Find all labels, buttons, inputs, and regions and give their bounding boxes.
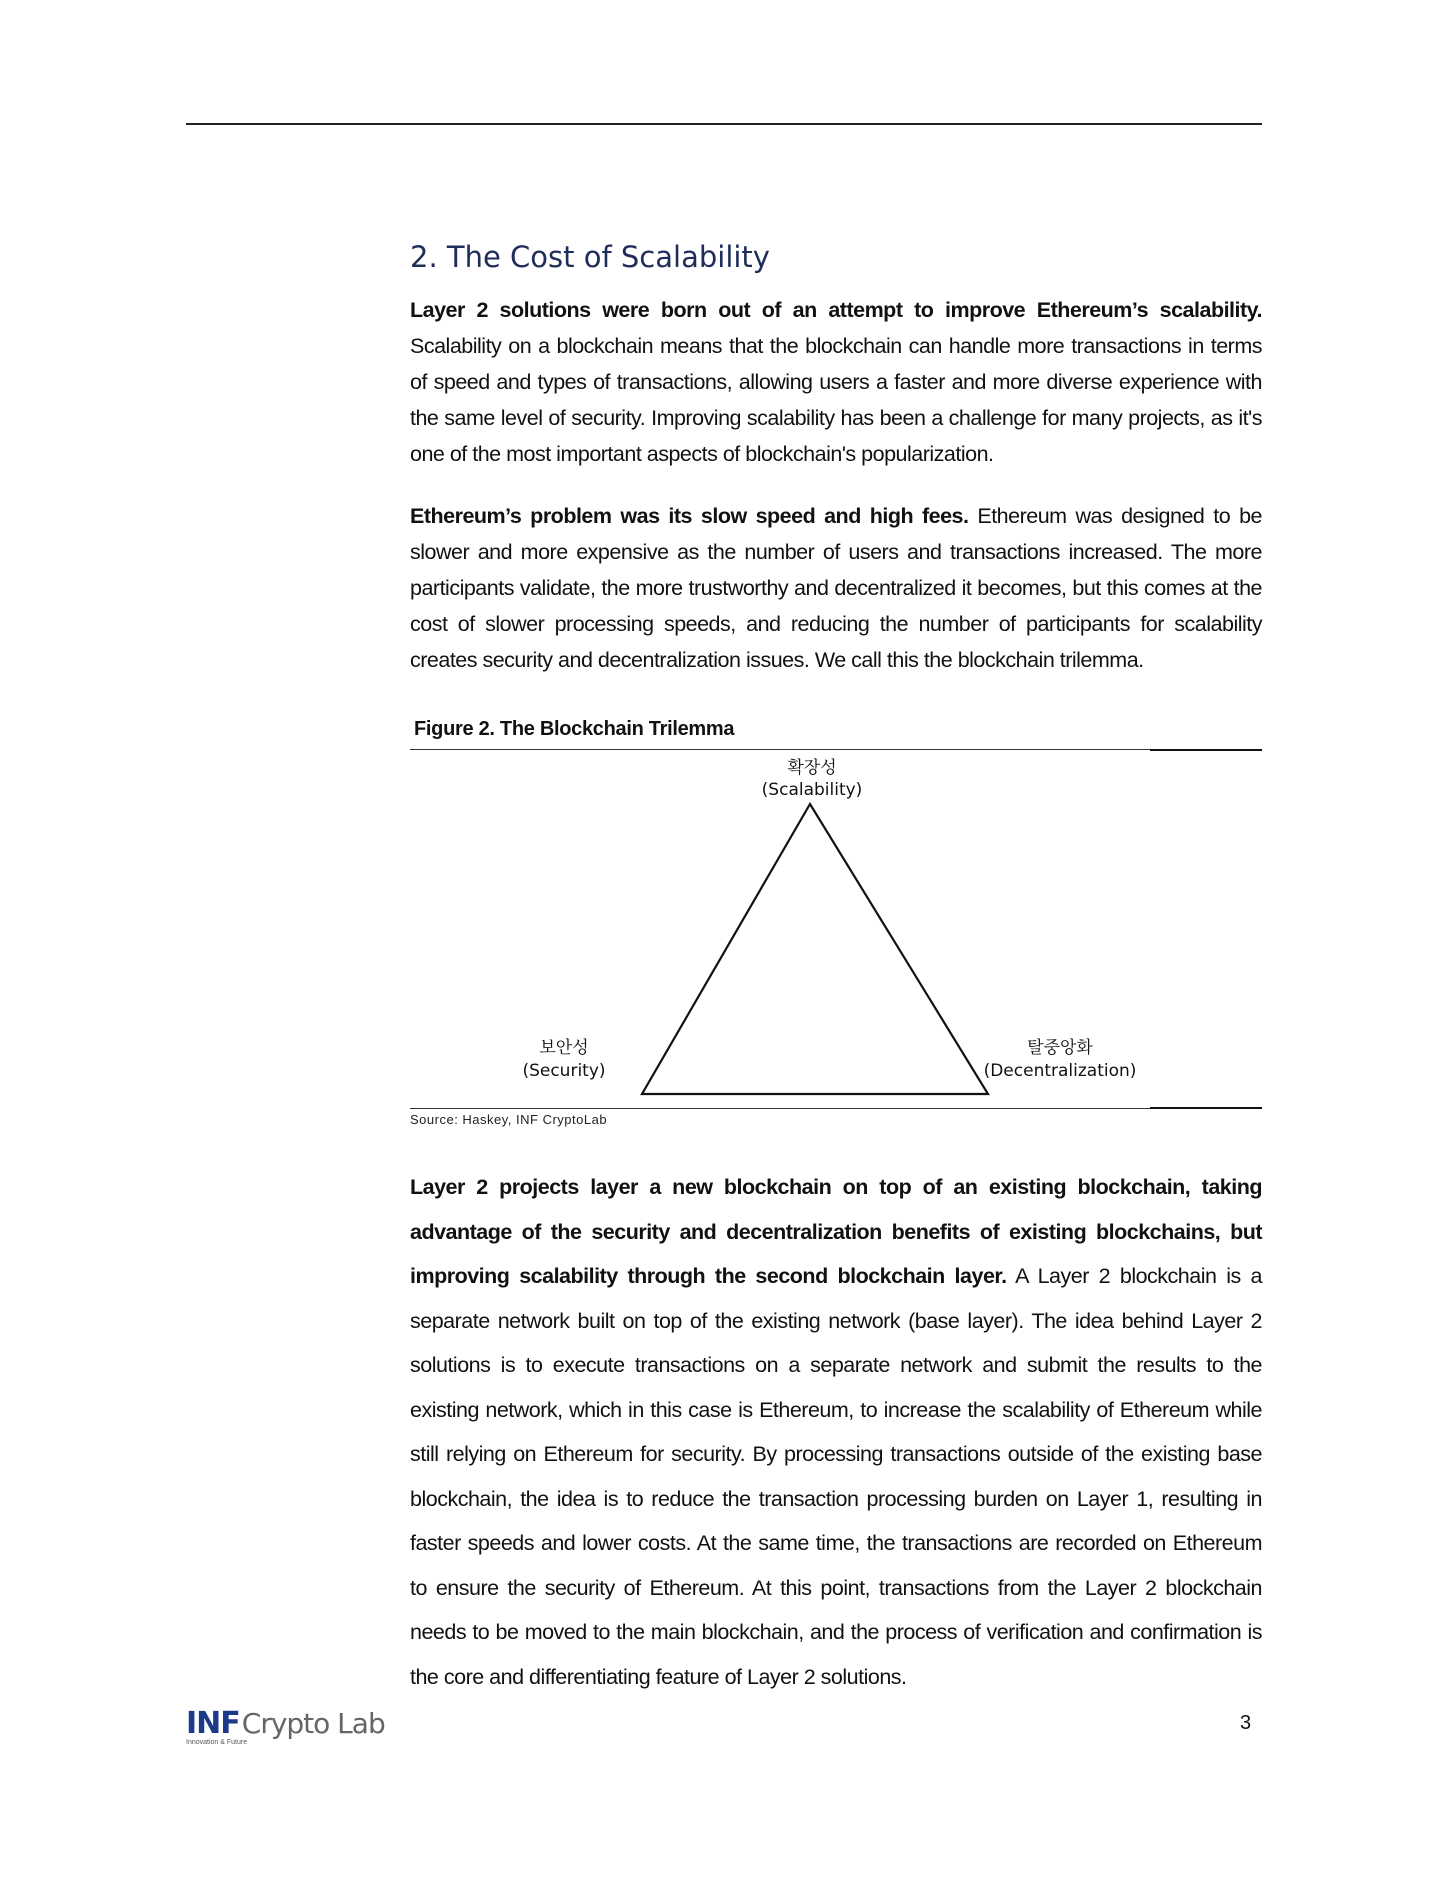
paragraph-3-lead: Layer 2 projects layer a new blockchain on top of an existing blockchain, taking advantage of the security and decentralization benefits of existing blockchains, but improving scalability through the second blockchain layer. [410, 1175, 1262, 1288]
paragraph-2-body: Ethereum was designed to be slower and more expensive as the number of users and transactions increased. The more participants validate, the more trustworthy and decentralized it becomes, but this comes at the cost of slower processing speeds, and reducing the number of participants for scalability creates security and decentralization issues. We call this the blockchain trilemma. [410, 504, 1262, 672]
paragraph-3-body: A Layer 2 blockchain is a separate network built on top of the existing network (base layer). The idea behind Layer 2 solutions is to execute transactions on a separate network and submit the results to the existing network, which in this case is Ethereum, to increase the scalability of Ethereum while still relying on Ethereum for security. By processing transactions outside of the existing base blockchain, the idea is to reduce the transaction processing burden on Layer 1, resulting in faster speeds and lower costs. At the same time, the transactions are recorded on Ethereum to ensure the security of Ethereum. At this point, transactions from the Layer 2 blockchain needs to be moved to the main blockchain, and the process of verification and confirmation is the core and differentiating feature of Layer 2 solutions. [410, 1264, 1262, 1689]
paragraph-1-body: Scalability on a blockchain means that the blockchain can handle more transactions in terms of speed and types of transactions, allowing users a faster and more diverse experience with the same level of security. Improving scalability has been a challenge for many projects, as it's one of the most important aspects of blockchain's popularization. [410, 334, 1262, 466]
trilemma-svg [410, 749, 1262, 1109]
logo-tagline: Innovation & Future [186, 1739, 248, 1746]
label-decentralization-ko: 탈중앙화 [1027, 1038, 1093, 1058]
page-content [410, 240, 1262, 1721]
label-scalability-ko: 확장성 [787, 758, 837, 778]
figure-source: Source: Haskey, INF CryptoLab [410, 1112, 608, 1127]
figure-bottom-rule [410, 1108, 1150, 1109]
section-title: 2. The Cost of Scalability [410, 240, 770, 274]
paragraph-1 [410, 292, 1262, 472]
figure-bottom-rule-thick [1150, 1107, 1262, 1109]
label-security-ko: 보안성 [539, 1038, 589, 1058]
label-security-en: (Security) [522, 1061, 606, 1081]
figure-trilemma [410, 718, 1262, 1127]
figure-title: Figure 2. The Blockchain Trilemma [414, 718, 735, 740]
logo-inf: INF [186, 1706, 240, 1741]
label-scalability-en: (Scalability) [761, 780, 863, 800]
inf-cryptolab-logo [186, 1706, 385, 1746]
logo-cryptolab: Crypto Lab [241, 1707, 385, 1740]
label-decentralization-en: (Decentralization) [983, 1061, 1137, 1081]
paragraph-1-lead: Layer 2 solutions were born out of an attempt to improve Ethereum’s scalability. [410, 298, 1262, 322]
paragraph-2-lead: Ethereum’s problem was its slow speed and high fees. [410, 504, 969, 528]
figure-diagram [410, 749, 1262, 1109]
header-rule [186, 123, 1262, 125]
paragraph-2 [410, 498, 1262, 678]
trilemma-triangle [642, 804, 988, 1094]
page-number: 3 [1240, 1712, 1252, 1734]
paragraph-3 [410, 1165, 1262, 1699]
